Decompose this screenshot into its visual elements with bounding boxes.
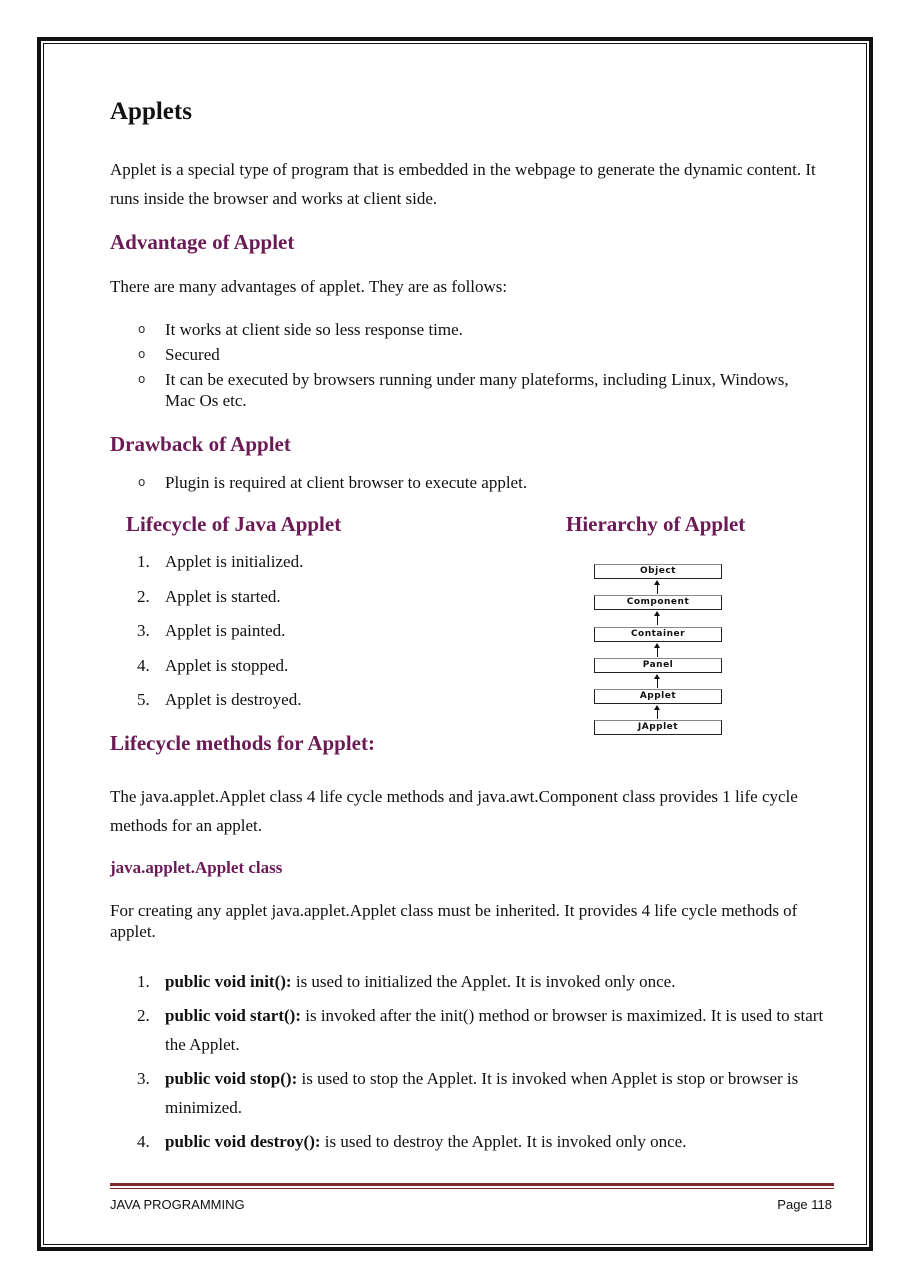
hierarchy-box-object: Object [594, 564, 722, 579]
method-signature: public void init(): [165, 972, 292, 991]
bullet-icon: o [138, 372, 146, 386]
list-item: 4. public void destroy(): is used to destroy the Applet. It is invoked only once. [137, 1131, 687, 1151]
up-arrow-icon [656, 580, 660, 594]
hierarchy-box-applet: Applet [594, 689, 722, 704]
bullet-icon: o [138, 347, 146, 361]
method-signature: public void destroy(): [165, 1131, 321, 1151]
methods-list [137, 967, 837, 1160]
hierarchy-box-container: Container [594, 627, 722, 642]
up-arrow-icon [656, 705, 660, 719]
list-item [138, 472, 798, 493]
drawback-heading: Drawback of Applet [110, 432, 291, 456]
intro-paragraph: Applet is a special type of program that is embedded in the webpage to generate the dynamic content. It runs inside the browser and works at client side. [110, 160, 816, 208]
footer-rule [110, 1183, 834, 1186]
hierarchy-heading: Hierarchy of Applet [566, 512, 746, 536]
methods-intro: The java.applet.Applet class 4 life cycle methods and java.awt.Component class provides 1 life cycle methods for an applet. [110, 787, 798, 835]
methods-heading: Lifecycle methods for Applet: [110, 731, 375, 755]
list-item-text: It works at client side so less response time. [165, 320, 463, 339]
list-item-text: It can be executed by browsers running under many plateforms, including Linux, Windows, Mac Os etc. [165, 370, 789, 410]
drawback-list [138, 472, 798, 497]
up-arrow-icon [656, 674, 660, 688]
bullet-icon: o [138, 322, 146, 336]
lifecycle-list [137, 552, 303, 725]
list-item-text: Secured [165, 345, 220, 364]
hierarchy-box-panel: Panel [594, 658, 722, 673]
list-item: 1. public void init(): is used to initialized the Applet. It is invoked only once. [137, 972, 676, 991]
list-item: 1. Applet is initialized. [137, 552, 304, 571]
list-item-text: Plugin is required at client browser to execute applet. [165, 473, 528, 492]
advantage-lead: There are many advantages of applet. They are as follows: [110, 277, 508, 296]
method-signature: public void start(): [165, 1005, 301, 1025]
list-item: 3. Applet is painted. [137, 621, 286, 640]
up-arrow-icon [656, 643, 660, 657]
advantage-list [138, 319, 798, 415]
page-number: Page 118 [777, 1197, 832, 1212]
methods-subheading: java.applet.Applet class [110, 858, 283, 877]
list-item: 2. Applet is started. [137, 586, 281, 606]
up-arrow-icon [656, 611, 660, 625]
page-title: Applets [110, 98, 192, 125]
list-item [138, 344, 798, 365]
list-item: 4. Applet is stopped. [137, 655, 289, 675]
methods-sub-intro: For creating any applet java.applet.Applet class must be inherited. It provides 4 life cycle methods of applet. [110, 901, 798, 941]
hierarchy-box-japplet: JApplet [594, 720, 722, 735]
bullet-icon: o [138, 475, 146, 489]
list-item: 2. public void start(): is invoked after the init() method or browser is maximized. It is used to start the Applet. [137, 1005, 824, 1054]
footer-rule-thin [110, 1188, 834, 1189]
list-item [138, 369, 798, 411]
footer-title: JAVA PROGRAMMING [110, 1197, 245, 1212]
method-signature: public void stop(): [165, 1068, 298, 1088]
list-item [138, 319, 798, 340]
list-item: 5. Applet is destroyed. [137, 690, 302, 709]
lifecycle-heading: Lifecycle of Java Applet [126, 512, 342, 536]
hierarchy-box-component: Component [594, 595, 722, 610]
list-item: 3. public void stop(): is used to stop the Applet. It is invoked when Applet is stop or browser is minimized. [137, 1068, 799, 1117]
advantage-heading: Advantage of Applet [110, 230, 295, 254]
